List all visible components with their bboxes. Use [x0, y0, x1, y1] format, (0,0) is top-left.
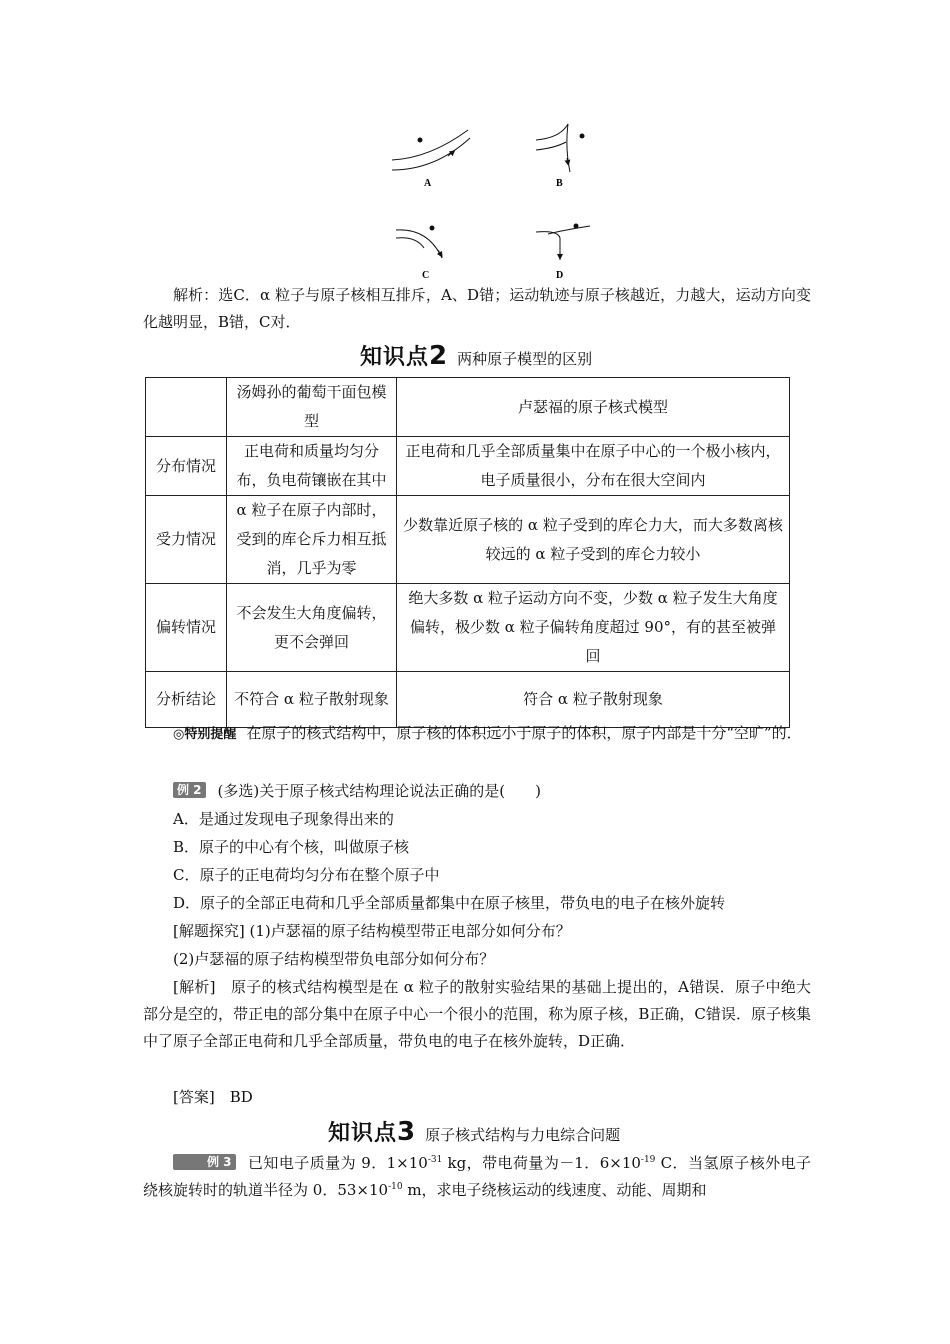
table-cell: 正电荷和质量均匀分布，负电荷镶嵌在其中: [227, 437, 397, 496]
table-cell: 正电荷和几乎全部质量集中在原子中心的一个极小核内，电子质量很小，分布在很大空间内: [397, 437, 790, 496]
table-header-row: [146, 378, 790, 437]
kp3-prefix: 知识点: [328, 1121, 398, 1146]
ex3-text-1: 已知电子质量为 9．1×10: [247, 1154, 428, 1172]
table-cell: 不符合 α 粒子散射现象: [227, 672, 397, 728]
table-row: [146, 437, 790, 496]
table-header-cell: 卢瑟福的原子核式模型: [397, 378, 790, 437]
option-b: B．原子的中心有个核，叫做原子核: [173, 838, 410, 856]
label-b: B: [556, 178, 563, 189]
table-row-label: 受力情况: [146, 496, 227, 584]
table-cell: 绝大多数 α 粒子运动方向不变，少数 α 粒子发生大角度偏转，极少数 α 粒子偏转角度超过 90°，有的甚至被弹回: [397, 584, 790, 672]
table-cell: 不会发生大角度偏转，更不会弹回: [227, 584, 397, 672]
table-header-cell: [146, 378, 227, 437]
ex3-text-4: m，求电子绕核运动的线速度、动能、周期和: [402, 1181, 707, 1199]
option-c: C．原子的正电荷均匀分布在整个原子中: [173, 866, 440, 884]
example-2-answer: [答案] BD: [173, 1088, 253, 1106]
explore-question-1: [解题探究] (1)卢瑟福的原子结构模型带正电部分如何分布？: [173, 922, 571, 940]
kp2-prefix: 知识点: [360, 345, 430, 370]
diagram-c: [396, 226, 442, 282]
kp2-number: 2: [429, 341, 448, 371]
analysis-paragraph: 解析：选C．α 粒子与原子核相互排斥，A、D错；运动轨迹与原子核越近，力越大，运动方向变化越明显，B错，C对．: [143, 286, 811, 331]
table-cell: α 粒子在原子内部时，受到的库仑斥力相互抵消，几乎为零: [227, 496, 397, 584]
explore-question-2: (2)卢瑟福的原子结构模型带负电部分如何分布？: [173, 950, 495, 968]
ex3-exp-2: -19: [640, 1155, 656, 1165]
special-reminder: [143, 720, 811, 748]
knowledge-point-2-heading: [360, 340, 592, 371]
example-2-badge: 例 2: [173, 782, 206, 798]
diagram-a: [392, 130, 470, 189]
label-c: C: [422, 270, 430, 281]
ex3-exp-3: -10: [388, 1182, 403, 1192]
trajectory-diagrams: [380, 118, 600, 286]
knowledge-point-3-heading: [328, 1116, 620, 1147]
ex3-text-3: C．当氢原子核外电子绕核旋转时的轨道半径为 0．53×10: [143, 1154, 812, 1199]
example-2-question-text: (多选)关于原子核式结构理论说法正确的是( ): [217, 782, 541, 800]
diagram-b: [536, 124, 585, 189]
trajectory-figure: [380, 118, 600, 286]
example-3-badge: 例 3: [173, 1154, 236, 1170]
ex3-exp-1: -31: [427, 1155, 443, 1165]
kp3-number: 3: [397, 1117, 416, 1147]
label-a: A: [424, 178, 432, 189]
kp2-title: 两种原子模型的区别: [457, 350, 593, 368]
option-a: A．是通过发现电子现象得出来的: [173, 810, 394, 828]
kp3-title: 原子核式结构与力电综合问题: [425, 1126, 621, 1144]
reminder-label: ◎特别提醒: [173, 727, 237, 742]
table-header-cell: 汤姆孙的葡萄干面包模型: [227, 378, 397, 437]
table-cell: 少数靠近原子核的 α 粒子受到的库仑力大，而大多数离核较远的 α 粒子受到的库仑力较小: [397, 496, 790, 584]
example-2-question: [173, 778, 541, 805]
table-row: [146, 496, 790, 584]
diagram-d: [536, 224, 590, 282]
table-row: [146, 584, 790, 672]
table-row-label: 分析结论: [146, 672, 227, 728]
example-3-question: [143, 1150, 811, 1204]
option-d: D．原子的全部正电荷和几乎全部质量都集中在原子核里，带负电的电子在核外旋转: [173, 894, 726, 912]
ex3-text-2: kg，带电荷量为－1．6×10: [442, 1154, 641, 1172]
model-comparison-table: [145, 377, 790, 728]
label-d: D: [556, 270, 564, 281]
table-cell: 符合 α 粒子散射现象: [397, 672, 790, 728]
table-row-label: 偏转情况: [146, 584, 227, 672]
reminder-text: 在原子的核式结构中，原子核的体积远小于原子的体积，原子内部是十分“空旷”的．: [246, 724, 802, 742]
example-2-analysis: [解析] 原子的核式结构模型是在 α 粒子的散射实验结果的基础上提出的，A错误．原子中绝大部分是空的，带正电的部分集中在原子中心一个很小的范围，称为原子核，B正确，C错误．原子核集中了原子全部正电荷和几乎全部质量，带负电的电子在核外旋转，D正确．: [143, 978, 811, 1050]
table-row-label: 分布情况: [146, 437, 227, 496]
